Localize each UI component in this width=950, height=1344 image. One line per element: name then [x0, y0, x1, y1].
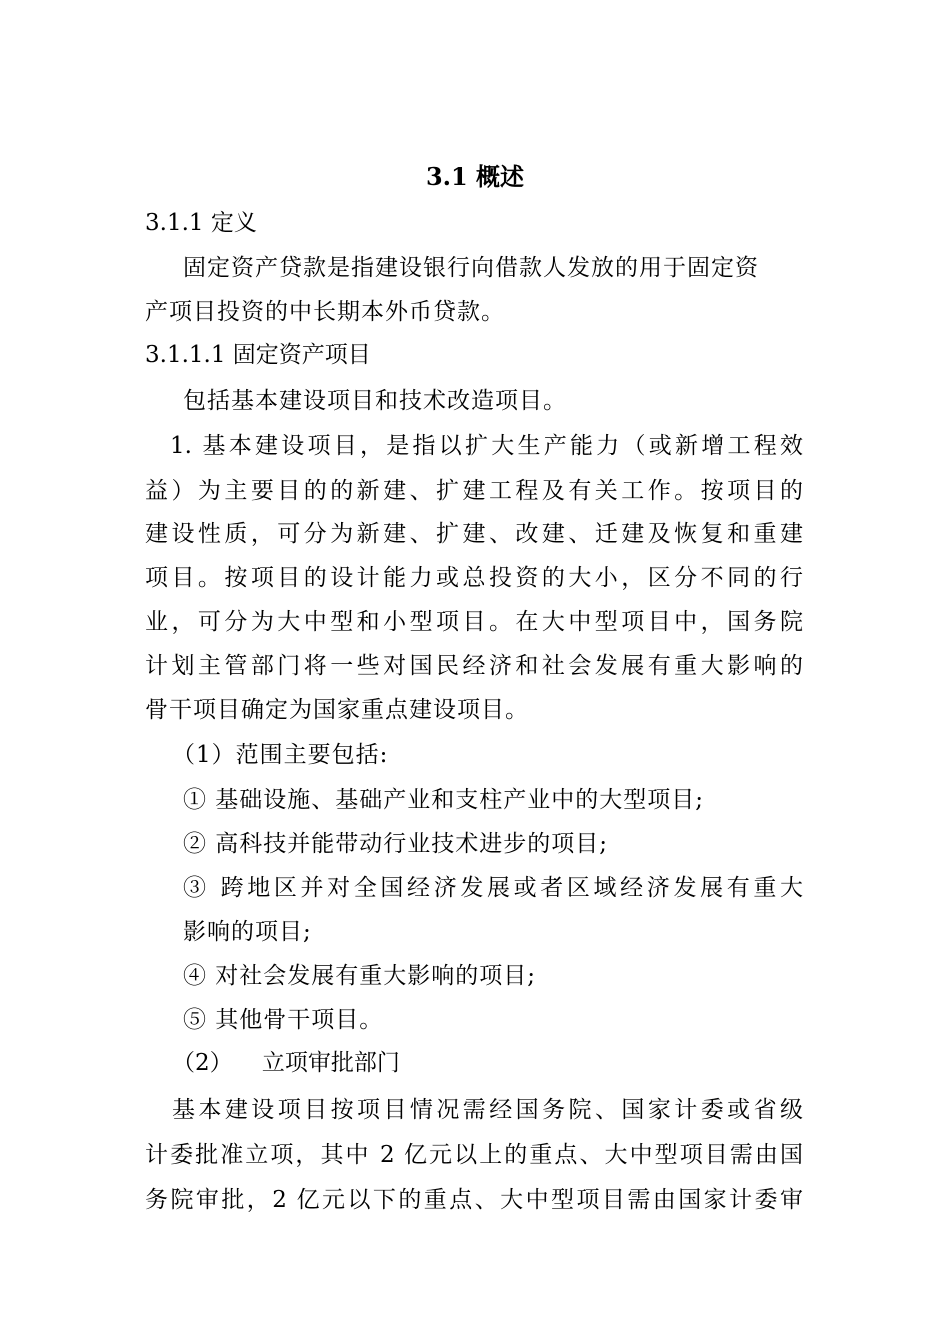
list-item: ③ 跨地区并对全国经济发展或者区域经济发展有重大	[183, 875, 803, 901]
paragraph-line: 骨干项目确定为国家重点建设项目。	[145, 697, 529, 723]
paragraph-line: 1. 基本建设项目，是指以扩大生产能力（或新增工程效	[170, 433, 803, 459]
list-item: ④ 对社会发展有重大影响的项目;	[183, 963, 537, 989]
paragraph-line: 计划主管部门将一些对国民经济和社会发展有重大影响的	[145, 653, 803, 679]
list-item-continuation: 影响的项目;	[183, 919, 312, 945]
list-heading-approval-department: （2） 立项审批部门	[172, 1050, 400, 1076]
list-heading-scope: （1）范围主要包括:	[172, 742, 389, 768]
subsection-heading-fixed-asset-project: 3.1.1.1 固定资产项目	[145, 342, 371, 368]
paragraph-line: 建设性质，可分为新建、扩建、改建、迁建及恢复和重建	[145, 521, 803, 547]
paragraph-line: 产项目投资的中长期本外币贷款。	[145, 299, 505, 325]
list-item: ② 高科技并能带动行业技术进步的项目;	[183, 831, 609, 857]
list-item: ① 基础设施、基础产业和支柱产业中的大型项目;	[183, 787, 705, 813]
section-title: 3.1 概述	[425, 162, 525, 191]
subsection-heading-definition: 3.1.1 定义	[145, 210, 257, 236]
paragraph-line: 务院审批，2 亿元以下的重点、大中型项目需由国家计委审	[145, 1187, 803, 1213]
paragraph-line: 基本建设项目按项目情况需经国务院、国家计委或省级	[172, 1097, 803, 1123]
paragraph-line: 项目。按项目的设计能力或总投资的大小，区分不同的行	[145, 565, 803, 591]
paragraph-line: 计委批准立项，其中 2 亿元以上的重点、大中型项目需由国	[145, 1142, 803, 1168]
paragraph-line: 业，可分为大中型和小型项目。在大中型项目中，国务院	[145, 609, 803, 635]
list-item: ⑤ 其他骨干项目。	[183, 1007, 384, 1033]
paragraph-line: 包括基本建设项目和技术改造项目。	[183, 388, 567, 414]
paragraph-line: 固定资产贷款是指建设银行向借款人发放的用于固定资	[183, 255, 759, 281]
paragraph-line: 益）为主要目的的新建、扩建工程及有关工作。按项目的	[145, 478, 803, 504]
